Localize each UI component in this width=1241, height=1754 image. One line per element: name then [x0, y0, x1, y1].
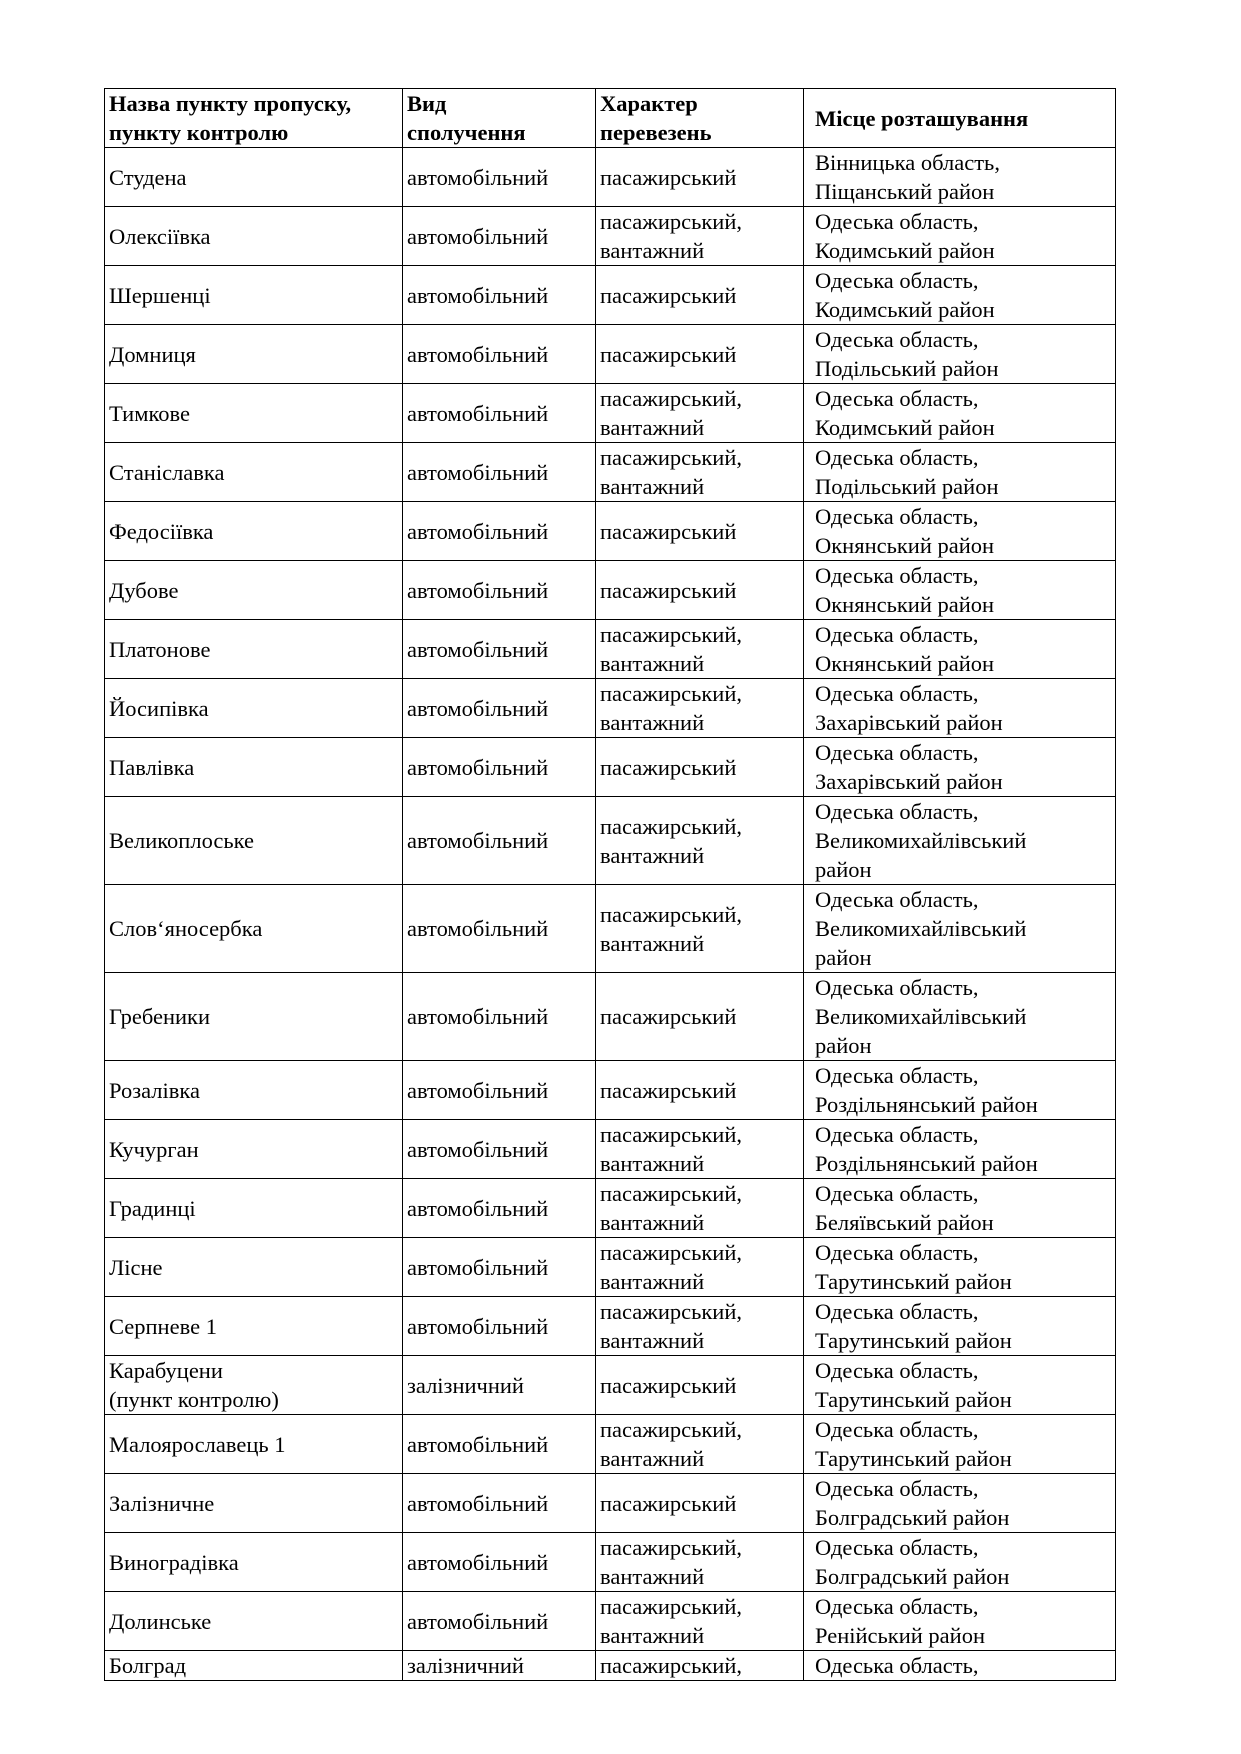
cell-nature: пасажирський — [596, 561, 804, 620]
cell-location: Одеська область, Беляївський район — [804, 1179, 1116, 1238]
header-type: Вид сполучення — [403, 89, 596, 148]
cell-name: Кучурган — [105, 1120, 403, 1179]
cell-type: автомобільний — [403, 1533, 596, 1592]
cell-nature: пасажирський, вантажний — [596, 620, 804, 679]
cell-location: Одеська область, Окнянський район — [804, 502, 1116, 561]
table-row — [105, 207, 1116, 266]
cell-type: автомобільний — [403, 797, 596, 885]
cell-nature: пасажирський, вантажний — [596, 384, 804, 443]
cell-location: Одеська область, Великомихайлівський район — [804, 797, 1116, 885]
table-row — [105, 1415, 1116, 1474]
cell-name: Гребеники — [105, 973, 403, 1061]
header-name: Назва пункту пропуску, пункту контролю — [105, 89, 403, 148]
cell-location: Одеська область, Тарутинський район — [804, 1238, 1116, 1297]
cell-location: Одеська область, Ренійський район — [804, 1592, 1116, 1651]
cell-nature: пасажирський — [596, 148, 804, 207]
cell-nature: пасажирський, вантажний — [596, 679, 804, 738]
cell-name: Федосіївка — [105, 502, 403, 561]
table-row — [105, 384, 1116, 443]
cell-name: Болград — [105, 1651, 403, 1681]
cell-type: автомобільний — [403, 1061, 596, 1120]
cell-type: автомобільний — [403, 620, 596, 679]
cell-nature: пасажирський, вантажний — [596, 1592, 804, 1651]
cell-type: автомобільний — [403, 1120, 596, 1179]
cell-nature: пасажирський — [596, 325, 804, 384]
cell-name: Шершенці — [105, 266, 403, 325]
cell-location: Одеська область, Великомихайлівський район — [804, 885, 1116, 973]
cell-name: Залізничне — [105, 1474, 403, 1533]
table-row — [105, 1297, 1116, 1356]
cell-location: Одеська область, Окнянський район — [804, 620, 1116, 679]
cell-nature: пасажирський, вантажний — [596, 1297, 804, 1356]
table-row — [105, 148, 1116, 207]
cell-name: Тимкове — [105, 384, 403, 443]
table-row — [105, 502, 1116, 561]
cell-type: автомобільний — [403, 738, 596, 797]
cell-type: автомобільний — [403, 443, 596, 502]
cell-name: Олексіївка — [105, 207, 403, 266]
cell-location: Одеська область, Подільський район — [804, 443, 1116, 502]
cell-type: автомобільний — [403, 1297, 596, 1356]
cell-type: автомобільний — [403, 1474, 596, 1533]
cell-type: автомобільний — [403, 1592, 596, 1651]
cell-location: Одеська область, Тарутинський район — [804, 1415, 1116, 1474]
cell-location: Одеська область, Роздільнянський район — [804, 1061, 1116, 1120]
cell-name: Студена — [105, 148, 403, 207]
header-location: Місце розташування — [804, 89, 1116, 148]
cell-nature: пасажирський, вантажний — [596, 1238, 804, 1297]
table-row — [105, 325, 1116, 384]
table-row — [105, 1356, 1116, 1415]
cell-nature: пасажирський, — [596, 1651, 804, 1681]
cell-nature: пасажирський, вантажний — [596, 207, 804, 266]
cell-type: автомобільний — [403, 325, 596, 384]
table-row — [105, 973, 1116, 1061]
cell-name: Дубове — [105, 561, 403, 620]
cell-nature: пасажирський — [596, 502, 804, 561]
cell-location: Одеська область, Болградський район — [804, 1474, 1116, 1533]
cell-name: Домниця — [105, 325, 403, 384]
table-row — [105, 1061, 1116, 1120]
header-nature: Характер перевезень — [596, 89, 804, 148]
table-row — [105, 443, 1116, 502]
table-row — [105, 620, 1116, 679]
cell-location: Вінницька область, Піщанський район — [804, 148, 1116, 207]
cell-location: Одеська область, Окнянський район — [804, 561, 1116, 620]
cell-nature: пасажирський, вантажний — [596, 1179, 804, 1238]
table-row — [105, 1592, 1116, 1651]
cell-location: Одеська область, Тарутинський район — [804, 1356, 1116, 1415]
table-header-row — [105, 89, 1116, 148]
cell-name: Павлівка — [105, 738, 403, 797]
cell-nature: пасажирський — [596, 973, 804, 1061]
cell-type: автомобільний — [403, 502, 596, 561]
cell-name: Розалівка — [105, 1061, 403, 1120]
cell-type: автомобільний — [403, 266, 596, 325]
cell-name: Йосипівка — [105, 679, 403, 738]
cell-location: Одеська область, Кодимський район — [804, 384, 1116, 443]
table-row — [105, 1533, 1116, 1592]
table-row — [105, 738, 1116, 797]
cell-location: Одеська область, Великомихайлівський район — [804, 973, 1116, 1061]
table-row — [105, 797, 1116, 885]
cell-type: автомобільний — [403, 148, 596, 207]
table-row — [105, 1179, 1116, 1238]
table-row — [105, 1120, 1116, 1179]
cell-type: автомобільний — [403, 1415, 596, 1474]
cell-type: залізничний — [403, 1356, 596, 1415]
cell-type: автомобільний — [403, 1238, 596, 1297]
cell-nature: пасажирський, вантажний — [596, 885, 804, 973]
cell-type: автомобільний — [403, 1179, 596, 1238]
cell-type: автомобільний — [403, 973, 596, 1061]
cell-location: Одеська область, Кодимський район — [804, 266, 1116, 325]
cell-nature: пасажирський, вантажний — [596, 1120, 804, 1179]
table-row — [105, 885, 1116, 973]
cell-name: Платонове — [105, 620, 403, 679]
checkpoints-table — [104, 88, 1116, 1681]
cell-nature: пасажирський, вантажний — [596, 1415, 804, 1474]
cell-location: Одеська область, Подільський район — [804, 325, 1116, 384]
table-row — [105, 1651, 1116, 1681]
table-row — [105, 679, 1116, 738]
cell-nature: пасажирський, вантажний — [596, 797, 804, 885]
cell-nature: пасажирський — [596, 1474, 804, 1533]
cell-location: Одеська область, — [804, 1651, 1116, 1681]
cell-type: автомобільний — [403, 561, 596, 620]
cell-name: Станіславка — [105, 443, 403, 502]
cell-location: Одеська область, Захарівський район — [804, 738, 1116, 797]
cell-name: Виноградівка — [105, 1533, 403, 1592]
cell-location: Одеська область, Роздільнянський район — [804, 1120, 1116, 1179]
table-row — [105, 1474, 1116, 1533]
cell-location: Одеська область, Захарівський район — [804, 679, 1116, 738]
cell-location: Одеська область, Кодимський район — [804, 207, 1116, 266]
cell-location: Одеська область, Тарутинський район — [804, 1297, 1116, 1356]
table-row — [105, 1238, 1116, 1297]
table-row — [105, 561, 1116, 620]
cell-name: Слов‘яносербка — [105, 885, 403, 973]
cell-type: залізничний — [403, 1651, 596, 1681]
cell-nature: пасажирський — [596, 738, 804, 797]
cell-name: Карабуцени (пункт контролю) — [105, 1356, 403, 1415]
cell-type: автомобільний — [403, 207, 596, 266]
cell-name: Малоярославець 1 — [105, 1415, 403, 1474]
cell-type: автомобільний — [403, 885, 596, 973]
cell-nature: пасажирський — [596, 1356, 804, 1415]
cell-type: автомобільний — [403, 384, 596, 443]
cell-name: Серпневе 1 — [105, 1297, 403, 1356]
cell-name: Великоплоське — [105, 797, 403, 885]
cell-type: автомобільний — [403, 679, 596, 738]
cell-name: Лісне — [105, 1238, 403, 1297]
cell-nature: пасажирський, вантажний — [596, 443, 804, 502]
table-row — [105, 266, 1116, 325]
cell-nature: пасажирський — [596, 266, 804, 325]
cell-nature: пасажирський — [596, 1061, 804, 1120]
cell-name: Долинське — [105, 1592, 403, 1651]
cell-nature: пасажирський, вантажний — [596, 1533, 804, 1592]
cell-location: Одеська область, Болградський район — [804, 1533, 1116, 1592]
cell-name: Градинці — [105, 1179, 403, 1238]
